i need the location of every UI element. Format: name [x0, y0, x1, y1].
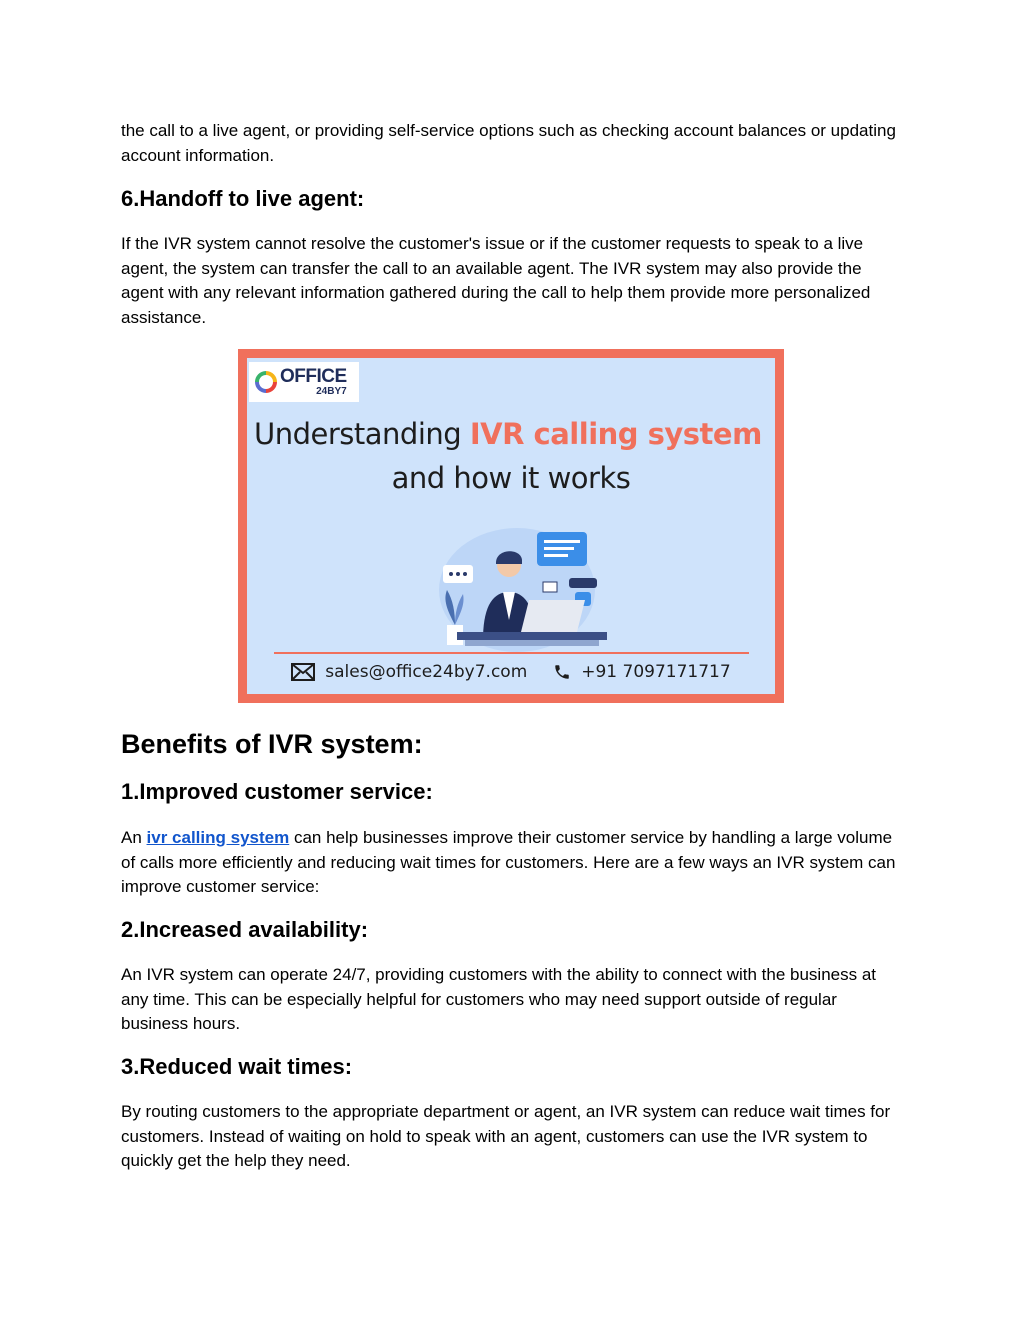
- mail-icon: [291, 663, 315, 681]
- office24by7-logo: [249, 362, 359, 402]
- logo-sub-text: 24BY7: [316, 386, 347, 397]
- handoff-paragraph: If the IVR system cannot resolve the customer's issue or if the customer requests to speak to a live agent, the system can transfer the call to an available agent. The IVR system may also provide the agent with any relevant information gathered during the call to help them provide more personalized assistance.: [121, 234, 871, 327]
- banner-contact-row: [247, 662, 775, 682]
- ivr-calling-system-link[interactable]: ivr calling system: [146, 828, 290, 847]
- ivr-banner-image: [238, 349, 784, 703]
- logo-main-text: OFFICE: [280, 366, 347, 387]
- banner-divider: [274, 652, 749, 654]
- availability-paragraph: An IVR system can operate 24/7, providing customers with the ability to connect with the business at any time. This can be especially helpful for customers who may need support outside of regular business hours.: [121, 965, 876, 1033]
- improved-body-after: can help businesses improve their customer service by handling a large volume of calls more efficiently and reducing wait times for customers. Here are a few ways an IVR system can improve customer service:: [121, 828, 896, 896]
- availability-heading: 2.Increased availability:: [121, 917, 369, 942]
- intro-paragraph: the call to a live agent, or providing self-service options such as checking account balances or updating account information.: [121, 121, 896, 165]
- benefits-heading: Benefits of IVR system:: [121, 729, 423, 759]
- improved-service-heading: 1.Improved customer service:: [121, 779, 433, 804]
- improved-body-before: An: [121, 828, 147, 847]
- handoff-heading: 6.Handoff to live agent:: [121, 186, 365, 211]
- banner-title-plain: Understanding: [254, 417, 470, 451]
- phone-icon: [553, 663, 571, 681]
- banner-phone: +91 7097171717: [581, 662, 731, 682]
- banner-title-accent: IVR calling system: [469, 417, 762, 451]
- wait-times-paragraph: By routing customers to the appropriate department or agent, an IVR system can reduce wait times for customers. Instead of waiting on hold to speak with an agent, customers can use the IVR system to quickly get the help they need.: [121, 1102, 891, 1170]
- improved-service-paragraph: [121, 826, 901, 900]
- wait-times-heading: 3.Reduced wait times:: [121, 1054, 353, 1079]
- call-agent-illustration-icon: [417, 520, 617, 655]
- banner-email: sales@office24by7.com: [325, 662, 528, 682]
- banner-title-line1: [247, 417, 784, 451]
- logo-mark-icon: [255, 371, 277, 393]
- banner-title-line2: and how it works: [391, 461, 631, 495]
